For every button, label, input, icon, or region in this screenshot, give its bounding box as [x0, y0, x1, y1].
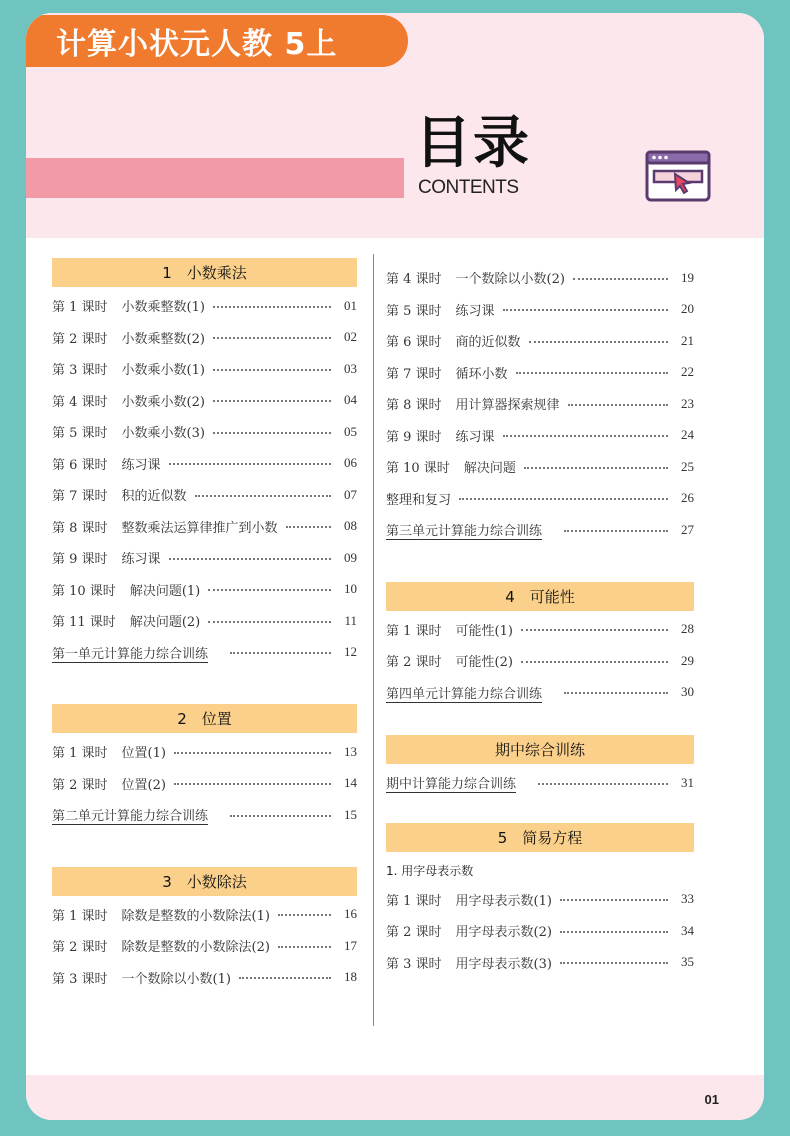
- section-header: 1 小数乘法: [52, 258, 357, 287]
- lesson-label: 第 10 课时: [52, 583, 116, 599]
- entry-title: 小数乘小数(2): [121, 394, 205, 410]
- leader-dots: [521, 629, 668, 631]
- toc-entry[interactable]: [52, 353, 357, 385]
- entry-title: 练习课: [455, 303, 495, 319]
- entry-page: 02: [344, 329, 357, 345]
- entry-title: 解决问题(1): [129, 583, 201, 599]
- entry-title: 第二单元计算能力综合训练: [52, 809, 209, 825]
- leader-dots: [213, 369, 331, 371]
- subheading: 1. 用字母表示数: [386, 864, 474, 878]
- entry-page: 01: [344, 297, 357, 313]
- entry-title: 商的近似数: [455, 335, 521, 351]
- lesson-label: 第 10 课时: [386, 461, 450, 477]
- lesson-label: 第 9 课时: [386, 429, 442, 445]
- entry-title: 一个数除以小数(1): [121, 971, 231, 987]
- toc-entry[interactable]: [386, 483, 694, 515]
- toc-entry[interactable]: [52, 574, 357, 606]
- leader-dots: [573, 278, 668, 280]
- leader-dots: [213, 337, 331, 339]
- section-header: 2 位置: [52, 704, 357, 733]
- entry-page: 17: [344, 937, 357, 953]
- lesson-label: 第 3 课时: [52, 363, 108, 379]
- toc-entry[interactable]: [52, 899, 357, 931]
- toc-entry[interactable]: [52, 448, 357, 480]
- leader-dots: [174, 752, 331, 754]
- unit-review-entry[interactable]: [386, 514, 694, 546]
- lesson-label: 第 6 课时: [52, 457, 108, 473]
- lesson-label: 第 8 课时: [386, 398, 442, 414]
- entry-page: 18: [344, 969, 357, 985]
- entry-page: 21: [681, 332, 694, 348]
- lesson-label: 第 3 课时: [52, 971, 108, 987]
- entry-title: 一个数除以小数(2): [455, 272, 565, 288]
- entry-page: 09: [344, 549, 357, 565]
- entry-page: 10: [344, 581, 357, 597]
- entry-page: 05: [344, 423, 357, 439]
- leader-dots: [521, 661, 668, 663]
- lesson-label: 第 1 课时: [52, 746, 108, 762]
- leader-dots: [230, 815, 331, 817]
- entry-page: 14: [344, 775, 357, 791]
- entry-title: 用字母表示数(1): [455, 893, 552, 909]
- entry-page: 13: [344, 743, 357, 759]
- entry-title: 解决问题(2): [129, 615, 201, 631]
- toc-entry[interactable]: [52, 479, 357, 511]
- lesson-label: 第 1 课时: [52, 908, 108, 924]
- entry-page: 30: [681, 684, 694, 700]
- entry-page: 26: [681, 490, 694, 506]
- contents-subtitle: CONTENTS: [418, 177, 519, 198]
- entry-page: 19: [681, 269, 694, 285]
- entry-title: 第四单元计算能力综合训练: [386, 686, 543, 702]
- footer-band: [26, 1075, 764, 1120]
- toc-entry[interactable]: [386, 388, 694, 420]
- entry-page: 11: [344, 612, 357, 628]
- unit-review-entry[interactable]: [52, 637, 357, 669]
- column-divider: [373, 254, 374, 1026]
- toc-entry[interactable]: [386, 645, 694, 677]
- entry-title: 小数乘小数(1): [121, 363, 205, 379]
- lesson-label: 第 5 课时: [386, 303, 442, 319]
- toc-entry[interactable]: [52, 605, 357, 637]
- entry-title: 用字母表示数(3): [455, 956, 552, 972]
- entry-page: 12: [344, 644, 357, 660]
- lesson-label: 第 6 课时: [386, 335, 442, 351]
- entry-page: 20: [681, 301, 694, 317]
- toc-entry[interactable]: [386, 294, 694, 326]
- toc-entry[interactable]: [386, 357, 694, 389]
- entry-title: 整理和复习: [386, 492, 452, 508]
- toc-entry[interactable]: [386, 262, 694, 294]
- toc-right-column: [386, 262, 694, 978]
- lesson-label: 第 11 课时: [52, 615, 116, 631]
- entry-page: 08: [344, 518, 357, 534]
- toc-entry[interactable]: [52, 322, 357, 354]
- entry-page: 15: [344, 806, 357, 822]
- leader-dots: [286, 526, 331, 528]
- lesson-label: 第 7 课时: [52, 489, 108, 505]
- entry-title: 用字母表示数(2): [455, 925, 552, 941]
- toc-entry[interactable]: [386, 915, 694, 947]
- leader-dots: [560, 962, 668, 964]
- unit-review-entry[interactable]: [52, 799, 357, 831]
- leader-dots: [208, 589, 331, 591]
- entry-page: 03: [344, 360, 357, 376]
- toc-entry[interactable]: [386, 947, 694, 979]
- leader-dots: [208, 621, 331, 623]
- unit-review-entry[interactable]: [386, 767, 694, 799]
- entry-page: 23: [681, 395, 694, 411]
- leader-dots: [503, 435, 668, 437]
- entry-title: 第一单元计算能力综合训练: [52, 646, 209, 662]
- toc-entry[interactable]: [52, 511, 357, 543]
- lesson-label: 第 1 课时: [52, 300, 108, 316]
- entry-page: 06: [344, 455, 357, 471]
- lesson-label: 第 4 课时: [52, 394, 108, 410]
- lesson-label: 第 1 课时: [386, 893, 442, 909]
- leader-dots: [538, 783, 668, 785]
- lesson-label: 第 2 课时: [386, 655, 442, 671]
- toc-entry[interactable]: [52, 930, 357, 962]
- leader-dots: [230, 652, 331, 654]
- toc-entry[interactable]: [386, 884, 694, 916]
- leader-dots: [174, 783, 331, 785]
- toc-entry[interactable]: [52, 736, 357, 768]
- section-header: 期中综合训练: [386, 735, 694, 764]
- entry-page: 29: [681, 652, 694, 668]
- entry-page: 35: [681, 954, 694, 970]
- toc-entry[interactable]: [386, 614, 694, 646]
- leader-dots: [568, 404, 668, 406]
- entry-title: 积的近似数: [121, 489, 187, 505]
- leader-dots: [278, 914, 331, 916]
- entry-page: 07: [344, 486, 357, 502]
- entry-page: 33: [681, 891, 694, 907]
- entry-title: 循环小数: [455, 366, 508, 382]
- entry-title: 整数乘法运算律推广到小数: [121, 520, 278, 536]
- entry-page: 28: [681, 621, 694, 637]
- entry-title: 可能性(1): [455, 623, 513, 639]
- toc-entry[interactable]: [52, 962, 357, 994]
- section-header: 5 简易方程: [386, 823, 694, 852]
- decorative-pink-bar: [26, 158, 404, 198]
- entry-page: 27: [681, 521, 694, 537]
- entry-page: 16: [344, 906, 357, 922]
- lesson-label: 第 3 课时: [386, 956, 442, 972]
- entry-page: 31: [681, 774, 694, 790]
- lesson-label: 第 2 课时: [52, 777, 108, 793]
- entry-title: 练习课: [121, 457, 161, 473]
- lesson-label: 第 4 课时: [386, 272, 442, 288]
- toc-entry[interactable]: [52, 290, 357, 322]
- lesson-label: 第 7 课时: [386, 366, 442, 382]
- entry-page: 24: [681, 427, 694, 443]
- leader-dots: [459, 498, 668, 500]
- lesson-label: 第 2 课时: [386, 925, 442, 941]
- entry-title: 小数乘整数(2): [121, 331, 205, 347]
- leader-dots: [278, 946, 331, 948]
- entry-page: 22: [681, 364, 694, 380]
- lesson-label: 第 9 课时: [52, 552, 108, 568]
- entry-page: 25: [681, 458, 694, 474]
- toc-entry[interactable]: [386, 451, 694, 483]
- entry-title: 除数是整数的小数除法(2): [121, 940, 270, 956]
- entry-title: 位置(2): [121, 777, 166, 793]
- lesson-label: 第 2 课时: [52, 331, 108, 347]
- entry-title: 期中计算能力综合训练: [386, 777, 517, 793]
- browser-cursor-icon: [645, 150, 711, 202]
- lesson-label: 第 5 课时: [52, 426, 108, 442]
- toc-entry[interactable]: [386, 325, 694, 357]
- page-number: 01: [704, 1092, 719, 1107]
- entry-page: 34: [681, 922, 694, 938]
- leader-dots: [564, 530, 668, 532]
- leader-dots: [169, 463, 331, 465]
- leader-dots: [213, 400, 331, 402]
- lesson-label: 第 8 课时: [52, 520, 108, 536]
- leader-dots: [529, 341, 668, 343]
- entry-title: 除数是整数的小数除法(1): [121, 908, 270, 924]
- entry-title: 位置(1): [121, 746, 166, 762]
- toc-entry[interactable]: [52, 542, 357, 574]
- toc-entry[interactable]: [52, 385, 357, 417]
- entry-title: 练习课: [121, 552, 161, 568]
- section-header: 4 可能性: [386, 582, 694, 611]
- leader-dots: [560, 931, 668, 933]
- leader-dots: [239, 977, 331, 979]
- entry-title: 小数乘整数(1): [121, 300, 205, 316]
- leader-dots: [213, 306, 331, 308]
- entry-title: 第三单元计算能力综合训练: [386, 524, 543, 540]
- leader-dots: [564, 692, 668, 694]
- entry-title: 用计算器探索规律: [455, 398, 560, 414]
- book-title: 计算小状元人教 5上: [26, 15, 408, 67]
- section-header: 3 小数除法: [52, 867, 357, 896]
- unit-review-entry[interactable]: [386, 677, 694, 709]
- entry-page: 04: [344, 392, 357, 408]
- leader-dots: [524, 467, 668, 469]
- entry-title: 小数乘小数(3): [121, 426, 205, 442]
- leader-dots: [560, 899, 668, 901]
- leader-dots: [195, 495, 331, 497]
- leader-dots: [516, 372, 668, 374]
- entry-title: 解决问题: [463, 461, 516, 477]
- lesson-label: 第 2 课时: [52, 940, 108, 956]
- entry-title: 练习课: [455, 429, 495, 445]
- toc-left-column: [52, 258, 357, 993]
- leader-dots: [169, 558, 331, 560]
- leader-dots: [503, 309, 668, 311]
- toc-entry[interactable]: [52, 416, 357, 448]
- toc-entry[interactable]: [386, 420, 694, 452]
- contents-title: 目录: [415, 111, 531, 176]
- lesson-label: 第 1 课时: [386, 623, 442, 639]
- toc-entry[interactable]: [52, 768, 357, 800]
- leader-dots: [213, 432, 331, 434]
- entry-title: 可能性(2): [455, 655, 513, 671]
